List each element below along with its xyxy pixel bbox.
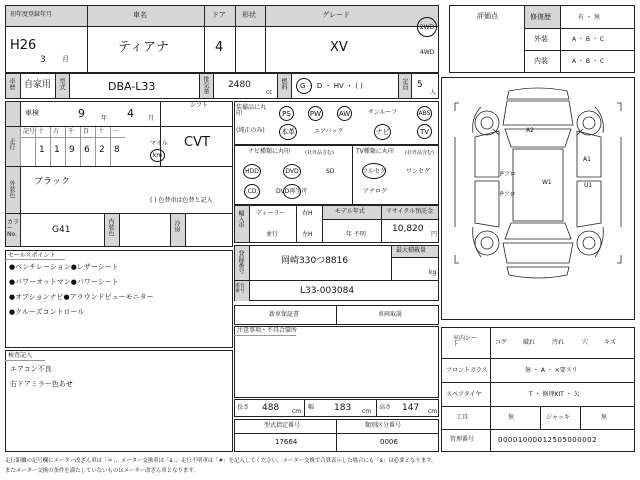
- interior-color-label: 内装色: [107, 218, 114, 236]
- mileage-label: 走行: [8, 138, 15, 150]
- inspection-year-unit: 年: [101, 115, 108, 122]
- vehicle-history-label: 車歴: [8, 78, 15, 90]
- mileage-unit-mile: マイル: [150, 140, 168, 147]
- width-unit: cm: [362, 408, 372, 415]
- model-code: DBA-L33: [108, 80, 156, 93]
- mileage-digit: 9: [69, 145, 75, 155]
- recycle-label: リサイクル預託金: [386, 208, 434, 215]
- color-value: ブラック: [34, 177, 70, 187]
- equip-ps: PS: [279, 106, 294, 121]
- caution-box: [234, 326, 439, 398]
- max-load-unit: kg: [429, 269, 437, 276]
- repair-label: 修復歴: [530, 13, 551, 21]
- spare-tire-label: スペアタイヤ: [446, 391, 482, 398]
- damage-mark-p-right: Pフロ: [500, 191, 516, 198]
- navi-dvd-play: DVD再生可: [276, 188, 308, 195]
- navi-dvd: DVD: [283, 164, 301, 179]
- tools-label: 工具: [456, 414, 469, 421]
- damage-mark-p-left: Pフロ: [500, 171, 516, 178]
- inspector-note-1: エアコン不良: [10, 365, 52, 373]
- class-code-label: 類別区分番号: [365, 422, 402, 429]
- shift-value: CVT: [184, 135, 210, 150]
- mileage-digit-label: 十: [38, 128, 45, 135]
- aircon-label: 冷房: [173, 220, 180, 232]
- fuel-g-circle: [296, 78, 312, 94]
- shift-label: シフト: [190, 102, 209, 109]
- exterior-label: 外装: [534, 35, 548, 43]
- import-parallel: 並行: [266, 231, 279, 238]
- equip-pw: PW: [308, 106, 323, 121]
- vehicle-history: 自家用: [24, 80, 52, 90]
- reg-month: 3: [40, 55, 46, 65]
- color-no-value: G41: [52, 225, 71, 235]
- tv-analog: アナログ: [363, 188, 388, 195]
- model-year-value: 年 不明: [346, 231, 366, 238]
- inspector-note-2: 右ドアミラー色あせ: [10, 380, 73, 388]
- navi-dvd-play-circle: [283, 184, 301, 199]
- displacement-label: 排気量: [202, 76, 209, 94]
- recycle-value: 10,820: [392, 224, 424, 234]
- color-note: ( ) 色替車は色替と記入: [150, 197, 213, 204]
- mileage-digit: 2: [99, 145, 105, 155]
- row-history: [5, 73, 439, 99]
- color-label: 外装色: [8, 180, 15, 198]
- front-glass-label: フロントガラス: [446, 367, 488, 374]
- tv-label: TV種類に丸印: [356, 148, 394, 155]
- equip-airbag: エアバック: [314, 128, 344, 135]
- jack-label: ジャッキ: [546, 414, 570, 421]
- score-label: 評価点: [477, 12, 498, 20]
- model-year-label: モデル年式: [335, 208, 365, 215]
- damage-mark-a1: A1: [583, 156, 591, 163]
- equip-abs: ABS: [417, 106, 432, 121]
- tv-oneseg: ワンセグ: [406, 168, 431, 175]
- mileage-digit: 6: [84, 145, 90, 155]
- mileage-digit-label: 記号: [23, 128, 36, 135]
- seat-option-scratch: キズ: [604, 339, 616, 346]
- navi-sd: SD: [326, 168, 335, 175]
- recycle-unit: 円: [431, 231, 438, 238]
- class-code-value: 0006: [380, 438, 398, 446]
- drive-2wd: 2WD: [417, 17, 437, 37]
- car-manual: 車両取説: [378, 311, 403, 318]
- car-diagram: [441, 77, 635, 320]
- exterior-options: A ・ B ・ C: [572, 36, 605, 43]
- mileage-digit: 8: [114, 145, 120, 155]
- front-glass-options: 無 ・ A ・ ×要スリ: [525, 367, 578, 374]
- footer-note-2: またメーター交換の条件を満たしていないものはメーター改ざん車となります。: [5, 468, 199, 474]
- length-value: 488: [262, 403, 280, 413]
- grade-label: グレード: [322, 11, 350, 19]
- height-unit: cm: [428, 408, 438, 415]
- width-value: 183: [334, 403, 352, 413]
- mgmt-value: 00001000012505000002: [498, 436, 598, 444]
- mileage-unit-km: km: [150, 149, 165, 162]
- car-name: ティアナ: [118, 40, 169, 55]
- equip-navi: ナビ: [374, 124, 391, 140]
- equip-aw: AW: [337, 106, 352, 121]
- displacement: 2480: [228, 80, 251, 90]
- sales-point-3: ●オプションナビ●アラウンドビューモニター: [9, 293, 154, 301]
- equipment-label: 装備品に丸印: [236, 104, 267, 117]
- navi-label: ナビ種類に丸印: [248, 148, 291, 155]
- equip-leather: 本革: [279, 124, 297, 140]
- capacity: 5: [417, 80, 423, 90]
- import-right-h: 右H: [302, 210, 313, 217]
- capacity-label: 定員: [401, 78, 408, 90]
- tv-sub: (社外品含む): [405, 150, 434, 156]
- plate-label: 登録番号: [237, 250, 244, 274]
- sales-point-1: ●ベンチレーション●レザーシート: [9, 263, 119, 271]
- height-label: 高さ: [379, 404, 392, 411]
- tv-fullseg-circle: [362, 163, 386, 179]
- repair-options: 有 ・ 無: [578, 14, 600, 21]
- inspector-label: 検査記入: [8, 352, 33, 359]
- inspection-label: 車検: [25, 109, 39, 117]
- car-name-label: 車名: [133, 11, 147, 19]
- inspection-month: 4: [127, 107, 134, 120]
- shape-label: 形状: [242, 11, 256, 19]
- sales-point-2: ●パワーオットマン●パワーシート: [9, 278, 119, 286]
- navi-hdd: HDD: [243, 164, 261, 179]
- seat-label: 室内シート: [453, 335, 478, 348]
- jack-value: 無: [601, 414, 608, 421]
- width-label: 幅: [308, 404, 315, 411]
- seat-option-hole: 穴: [582, 339, 589, 346]
- plate-value: 岡崎330つ8816: [281, 256, 349, 266]
- chassis-label: 車台番号: [235, 283, 246, 294]
- displacement-unit: cc: [266, 89, 273, 96]
- mileage-digit-label: 万: [53, 128, 60, 135]
- max-load-label: 最大積載量: [396, 247, 427, 254]
- navi-sub: (社外品含む): [305, 150, 334, 156]
- new-car-warranty: 新車保証書: [269, 311, 300, 318]
- damage-mark-a2: A2: [526, 127, 534, 134]
- door-count: 4: [215, 40, 224, 55]
- tv-fullseg: フルセグ: [362, 168, 386, 175]
- fuel-options: G ・ D ・ HV ・ ( ): [300, 82, 363, 90]
- type-designation-label: 型式指定番号: [264, 422, 301, 429]
- import-left-h: 左H: [302, 231, 313, 238]
- type-designation-value: 17664: [275, 438, 298, 446]
- capacity-unit: 人: [430, 89, 437, 96]
- import-dealer: ディーラー: [256, 210, 286, 217]
- sales-points-label: セールスポイント: [8, 252, 56, 259]
- drive-4wd: 4WD: [420, 49, 435, 56]
- mileage-digit: 1: [54, 145, 60, 155]
- damage-mark-u1: U1: [584, 182, 593, 189]
- spare-tire-options: T ・ 修理KIT ・ 欠: [529, 391, 580, 398]
- mileage-digit-label: 百: [83, 128, 90, 135]
- mileage-digit-label: 十: [98, 128, 105, 135]
- seat-option-tear: 破れ: [523, 339, 536, 346]
- grade: XV: [330, 40, 348, 55]
- height-value: 147: [402, 403, 420, 413]
- sales-point-4: ●クルーズコントロール: [9, 308, 85, 316]
- damage-mark-w1: W1: [542, 179, 552, 186]
- mileage-digit-label: 一: [113, 128, 120, 135]
- reg-year-label: 初年度登録年月: [10, 11, 53, 18]
- import-label: 輸入車: [237, 210, 244, 228]
- mileage-digit: 1: [39, 145, 45, 155]
- seat-option-burn: コゲ: [495, 339, 508, 346]
- inspection-month-unit: 月: [148, 115, 155, 122]
- equip-sunroof: サンルーフ: [368, 109, 398, 116]
- length-unit: cm: [292, 408, 302, 415]
- length-label: 長さ: [237, 404, 250, 411]
- color-no-label: カラー No.: [7, 219, 20, 238]
- tools-value: 無: [508, 414, 515, 421]
- mgmt-label: 管理番号: [450, 436, 475, 443]
- inspection-year: 9: [78, 107, 85, 120]
- chassis-value: L33-003084: [300, 286, 355, 296]
- interior-label: 内装: [534, 57, 548, 65]
- caution-label: 注意事項・不具合箇所: [237, 327, 298, 334]
- seat-option-dirt: 汚れ: [552, 339, 565, 346]
- equip-tv: TV: [417, 124, 432, 139]
- reg-year: H26: [10, 38, 37, 53]
- fuel-label: 燃料: [280, 78, 287, 90]
- navi-cd: CD: [244, 184, 260, 199]
- model-label: 型式: [58, 78, 65, 90]
- door-label: ドア: [212, 11, 226, 19]
- interior-options: A ・ B ・ C: [572, 58, 605, 65]
- reg-month-unit: 月: [62, 55, 69, 63]
- footer-note-1: 走行距離の記号欄にメーター改ざん車は「＊」、メーター交換車は「$」、走行不明車は「#」を記入してください。メーター交換で合算表示した場合にも「$」は必要となります。: [5, 458, 437, 464]
- mileage-digit-label: 千: [68, 128, 75, 135]
- equipment-sub: (純正のみ): [236, 127, 265, 134]
